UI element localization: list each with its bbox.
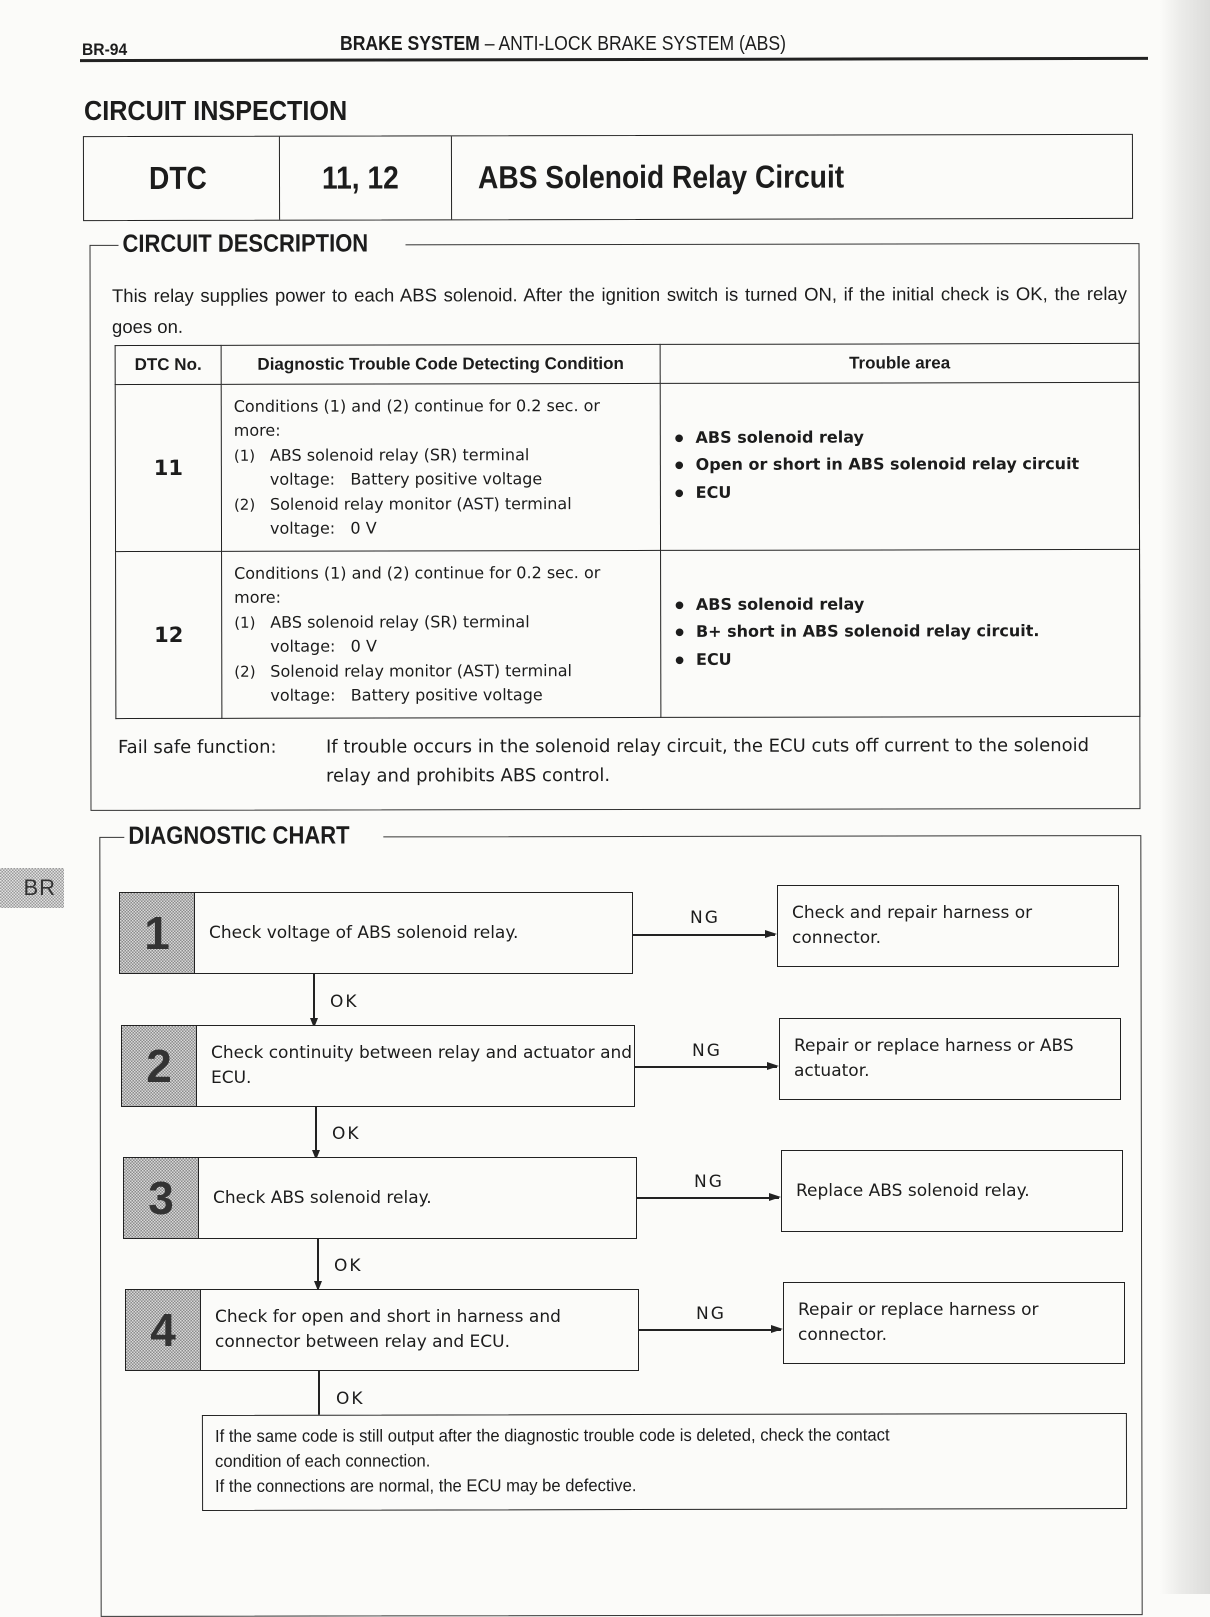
dtc-banner: [83, 134, 1133, 221]
header-condition: Diagnostic Trouble Code Detecting Condition: [221, 344, 660, 384]
ok-label: OK: [332, 1124, 361, 1144]
trouble-area-cell: [660, 382, 1139, 550]
ng-label: NG: [692, 1041, 722, 1061]
condition-intro: Conditions (1) and (2) continue for 0.2 sec. or more:: [234, 562, 601, 607]
ng-label: NG: [696, 1304, 726, 1324]
diagnostic-chart-heading: DIAGNOSTIC CHART: [124, 821, 383, 850]
section-title: CIRCUIT INSPECTION: [84, 95, 348, 126]
final-note-line: If the same code is still output after the diagnostic trouble code is deleted, check the contact: [214, 1424, 890, 1446]
step-text: Check voltage of ABS solenoid relay.: [209, 922, 519, 943]
header-rule: [80, 57, 1148, 62]
trouble-area-item: ● ECU: [675, 647, 1139, 675]
dtc-banner-name: ABS Solenoid Relay Circuit: [477, 158, 845, 196]
ng-action-3: Replace ABS solenoid relay.: [781, 1150, 1123, 1232]
table-row: [116, 549, 1140, 718]
dtc-condition-table: [115, 343, 1141, 719]
fail-safe-text: If trouble occurs in the solenoid relay circuit, the ECU cuts off current to the solenoid relay and prohibits ABS control.: [325, 735, 1090, 787]
ng-action-4: Repair or replace harness or connector.: [783, 1282, 1125, 1364]
header-title: [340, 33, 786, 56]
ok-arrow: [313, 974, 315, 1026]
trouble-area-cell: [661, 549, 1140, 717]
diagnostic-step-3: [123, 1157, 637, 1239]
final-note: [202, 1413, 1127, 1511]
ng-label: NG: [694, 1172, 724, 1192]
condition-item: (1) ABS solenoid relay (SR) terminal voltage: 0 V: [234, 611, 530, 656]
dtc-banner-label: DTC: [84, 137, 280, 220]
trouble-area-item: ● B+ short in ABS solenoid relay circuit.: [675, 619, 1139, 647]
ok-label: OK: [334, 1256, 363, 1276]
step-number-badge: 3: [124, 1158, 199, 1238]
step-text: Check continuity between relay and actuator and ECU.: [211, 1043, 633, 1088]
table-header-row: [115, 343, 1139, 384]
trouble-area-item: ● Open or short in ABS solenoid relay circuit: [675, 452, 1139, 480]
diagnostic-step-1: [119, 892, 633, 974]
step-text: Check for open and short in harness and connector between relay and ECU.: [215, 1307, 561, 1352]
fail-safe-label: Fail safe function:: [117, 736, 277, 759]
step-text: Check ABS solenoid relay.: [213, 1187, 432, 1208]
condition-intro: Conditions (1) and (2) continue for 0.2 sec. or more:: [233, 395, 601, 440]
trouble-area-item: ● ECU: [675, 480, 1139, 508]
ng-action-2: Repair or replace harness or ABS actuator.: [779, 1018, 1121, 1100]
condition-cell: [222, 550, 661, 718]
condition-item: (1) ABS solenoid relay (SR) terminal voltage: Battery positive voltage: [233, 444, 543, 489]
dtc-number-cell: 11: [115, 384, 221, 551]
header-dtc-no: DTC No.: [115, 345, 221, 384]
header-title-separator: –: [479, 33, 499, 55]
section-tab-br: BR: [0, 868, 64, 908]
step-number-badge: 1: [120, 893, 195, 973]
ng-arrow: [639, 1329, 781, 1331]
dtc-banner-codes: 11, 12: [280, 136, 452, 219]
page-number: BR-94: [82, 40, 128, 59]
header-title-bold: BRAKE SYSTEM: [340, 33, 480, 55]
step-number-badge: 4: [126, 1290, 201, 1370]
page-edge-shadow: [1160, 0, 1210, 1594]
ng-action-1: Check and repair harness or connector.: [777, 885, 1119, 967]
dtc-number-cell: 12: [116, 551, 222, 718]
ok-label: OK: [336, 1389, 365, 1409]
ng-label: NG: [690, 908, 720, 928]
trouble-area-item: ● ABS solenoid relay: [675, 592, 1139, 620]
table-row: [115, 382, 1139, 551]
step-number-badge: 2: [122, 1026, 197, 1106]
condition-cell: [221, 383, 660, 551]
final-note-line: If the connections are normal, the ECU may be defective.: [215, 1475, 637, 1496]
ok-arrow: [315, 1107, 317, 1158]
circuit-description-heading: CIRCUIT DESCRIPTION: [118, 229, 405, 259]
diagnostic-step-2: [121, 1025, 635, 1107]
ng-arrow: [637, 1197, 779, 1199]
diagnostic-step-4: [125, 1289, 639, 1371]
header-title-rest: ANTI-LOCK BRAKE SYSTEM (ABS): [498, 33, 786, 55]
ng-arrow: [633, 934, 775, 936]
final-note-line: condition of each connection.: [214, 1450, 431, 1471]
ok-arrow: [317, 1239, 319, 1289]
condition-item: (2) Solenoid relay monitor (AST) terminal voltage: 0 V: [233, 493, 572, 538]
fail-safe-note: [118, 731, 1123, 791]
condition-item: (2) Solenoid relay monitor (AST) terminal voltage: Battery positive voltage: [234, 660, 573, 705]
ok-label: OK: [330, 992, 359, 1012]
circuit-description-text: This relay supplies power to each ABS solenoid. After the ignition switch is turned ON, if the initial check is OK, the relay goes on.: [111, 282, 1127, 338]
trouble-area-item: ● ABS solenoid relay: [675, 425, 1139, 453]
header-trouble-area: Trouble area: [660, 343, 1139, 383]
ng-arrow: [635, 1066, 777, 1068]
